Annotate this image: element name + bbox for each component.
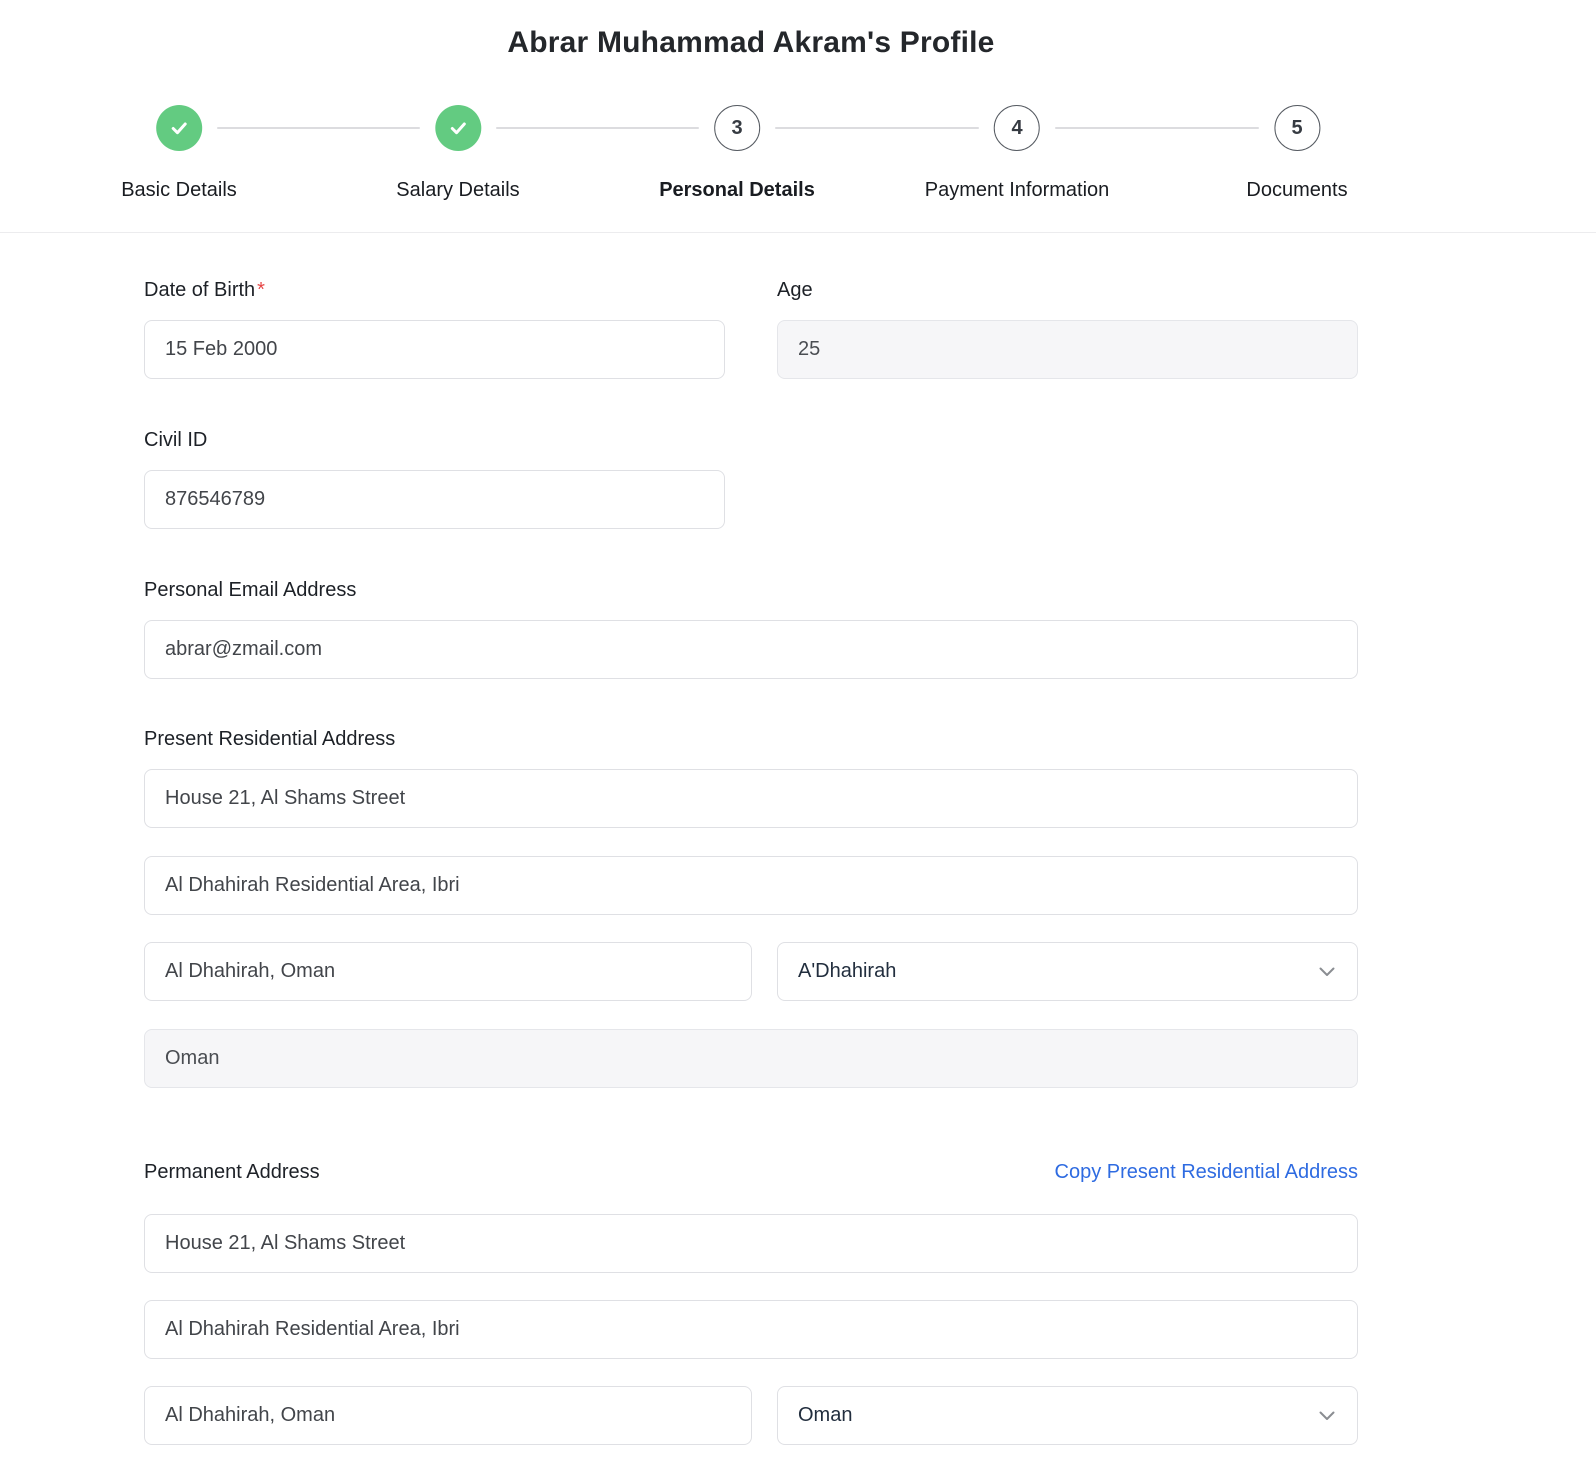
step-label: Documents xyxy=(1246,179,1348,201)
personal-email-label: Personal Email Address xyxy=(144,579,357,601)
progress-stepper xyxy=(121,0,1358,233)
step-salary-details[interactable] xyxy=(396,105,519,202)
present-address-region-select[interactable] xyxy=(777,942,1358,1001)
chevron-down-icon xyxy=(1319,960,1335,983)
permanent-address-country-select[interactable] xyxy=(777,1386,1358,1445)
present-address-line1-field[interactable] xyxy=(144,769,1358,828)
present-address-label: Present Residential Address xyxy=(144,728,396,750)
step-number: 4 xyxy=(1011,116,1023,139)
country-selected-value: Oman xyxy=(798,1404,853,1426)
step-basic-details[interactable] xyxy=(121,105,237,202)
permanent-address-line2-field[interactable] xyxy=(144,1300,1358,1359)
personal-email-field[interactable] xyxy=(144,620,1358,679)
chevron-down-icon xyxy=(1319,1404,1335,1427)
date-of-birth-field[interactable] xyxy=(144,320,725,379)
present-address-line2-field[interactable] xyxy=(144,856,1358,915)
page-title: Abrar Muhammad Akram's Profile xyxy=(507,26,995,59)
present-address-city-field[interactable] xyxy=(144,942,752,1001)
wizard-header xyxy=(0,0,1596,233)
permanent-address-line1-field[interactable] xyxy=(144,1214,1358,1273)
permanent-address-label: Permanent Address xyxy=(144,1161,320,1183)
required-asterisk: * xyxy=(257,279,265,301)
civil-id-field[interactable] xyxy=(144,470,725,529)
step-number-circle xyxy=(994,105,1040,151)
copy-present-address-link[interactable]: Copy Present Residential Address xyxy=(1054,1161,1358,1183)
step-label: Salary Details xyxy=(396,179,520,201)
step-number-circle xyxy=(1274,105,1320,151)
step-connector xyxy=(217,127,420,129)
date-of-birth-label: Date of Birth * xyxy=(144,279,265,301)
age-field xyxy=(777,320,1358,379)
permanent-address-city-field[interactable] xyxy=(144,1386,752,1445)
step-label: Payment Information xyxy=(924,179,1110,201)
step-label: Personal Details xyxy=(659,179,815,201)
check-icon xyxy=(435,105,481,151)
step-number: 5 xyxy=(1291,116,1303,139)
present-address-country-field xyxy=(144,1029,1358,1088)
step-documents[interactable] xyxy=(1246,105,1347,202)
step-personal-details[interactable] xyxy=(659,105,815,202)
region-selected-value: A'Dhahirah xyxy=(798,960,897,982)
step-label: Basic Details xyxy=(121,179,237,201)
age-label: Age xyxy=(777,279,813,301)
personal-details-form xyxy=(144,233,1358,1476)
step-number-circle xyxy=(714,105,760,151)
check-icon xyxy=(156,105,202,151)
civil-id-label: Civil ID xyxy=(144,429,208,451)
step-payment-information[interactable] xyxy=(925,105,1110,202)
step-number: 3 xyxy=(731,116,743,139)
